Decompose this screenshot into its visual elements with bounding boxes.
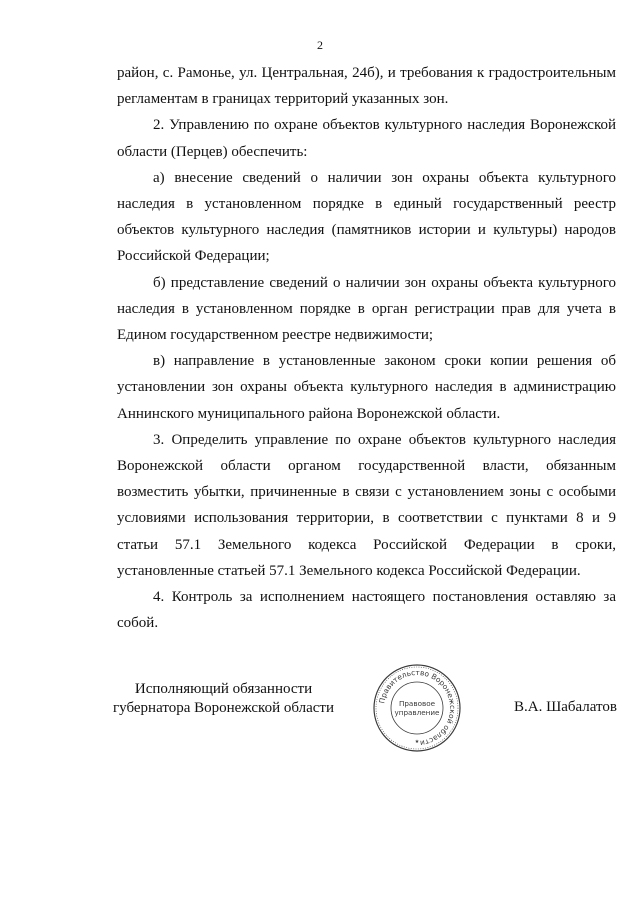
signatory-position [113,680,334,718]
paragraph-item-3: 3. Определить управление по охране объектов культурного наследия Воронежской области органом государственной власти, обязанным возместить убытки, причиненные в связи с установлением зоны с особыми условиями использования территории, в соответствии с пунктами 8 и 9 статьи 57.1 Земельного кодекса Российской Федерации в сроки, установленные статьей 57.1 Земельного кодекса Российской Федерации. [117,431,616,579]
paragraph-continuation: район, с. Рамонье, ул. Центральная, 24б), и требования к градостроительным регламентам в границах территорий указанных зон. [117,65,616,108]
page-number: 2 [317,38,323,52]
paragraph-item-2: 2. Управлению по охране объектов культурного наследия Воронежской области (Перцев) обеспечить: [117,117,616,160]
signatory-position-line-2: губернатора Воронежской области [113,700,334,716]
seal-center-line-2: управление [394,708,440,717]
paragraph-item-2b: б) представление сведений о наличии зон охраны объекта культурного наследия в установленном порядке в орган регистрации прав для учета в Едином государственном реестре недвижимости; [117,274,616,344]
seal-center-line-1: Правовое [398,699,436,708]
paragraph-item-4: 4. Контроль за исполнением настоящего постановления оставляю за собой. [117,589,616,632]
official-seal [372,663,462,753]
seal-ring-text: Правительство Воронежской области [377,667,458,748]
signatory-position-line-1: Исполняющий обязанности [134,681,313,697]
document-body [117,60,616,636]
signatory-name: В.А. Шабалатов [514,699,617,715]
paragraph-item-2a: а) внесение сведений о наличии зон охраны объекта культурного наследия в установленном порядке в единый государственный реестр объектов культурного наследия (памятников истории и культуры) народов Российской Федерации; [117,169,616,265]
paragraph-item-2c: в) направление в установленные законом сроки копии решения об установлении зон охраны объекта культурного наследия в администрацию Аннинского муниципального района Воронежской области. [117,353,616,422]
seal-star-icon: ★ [414,739,420,745]
